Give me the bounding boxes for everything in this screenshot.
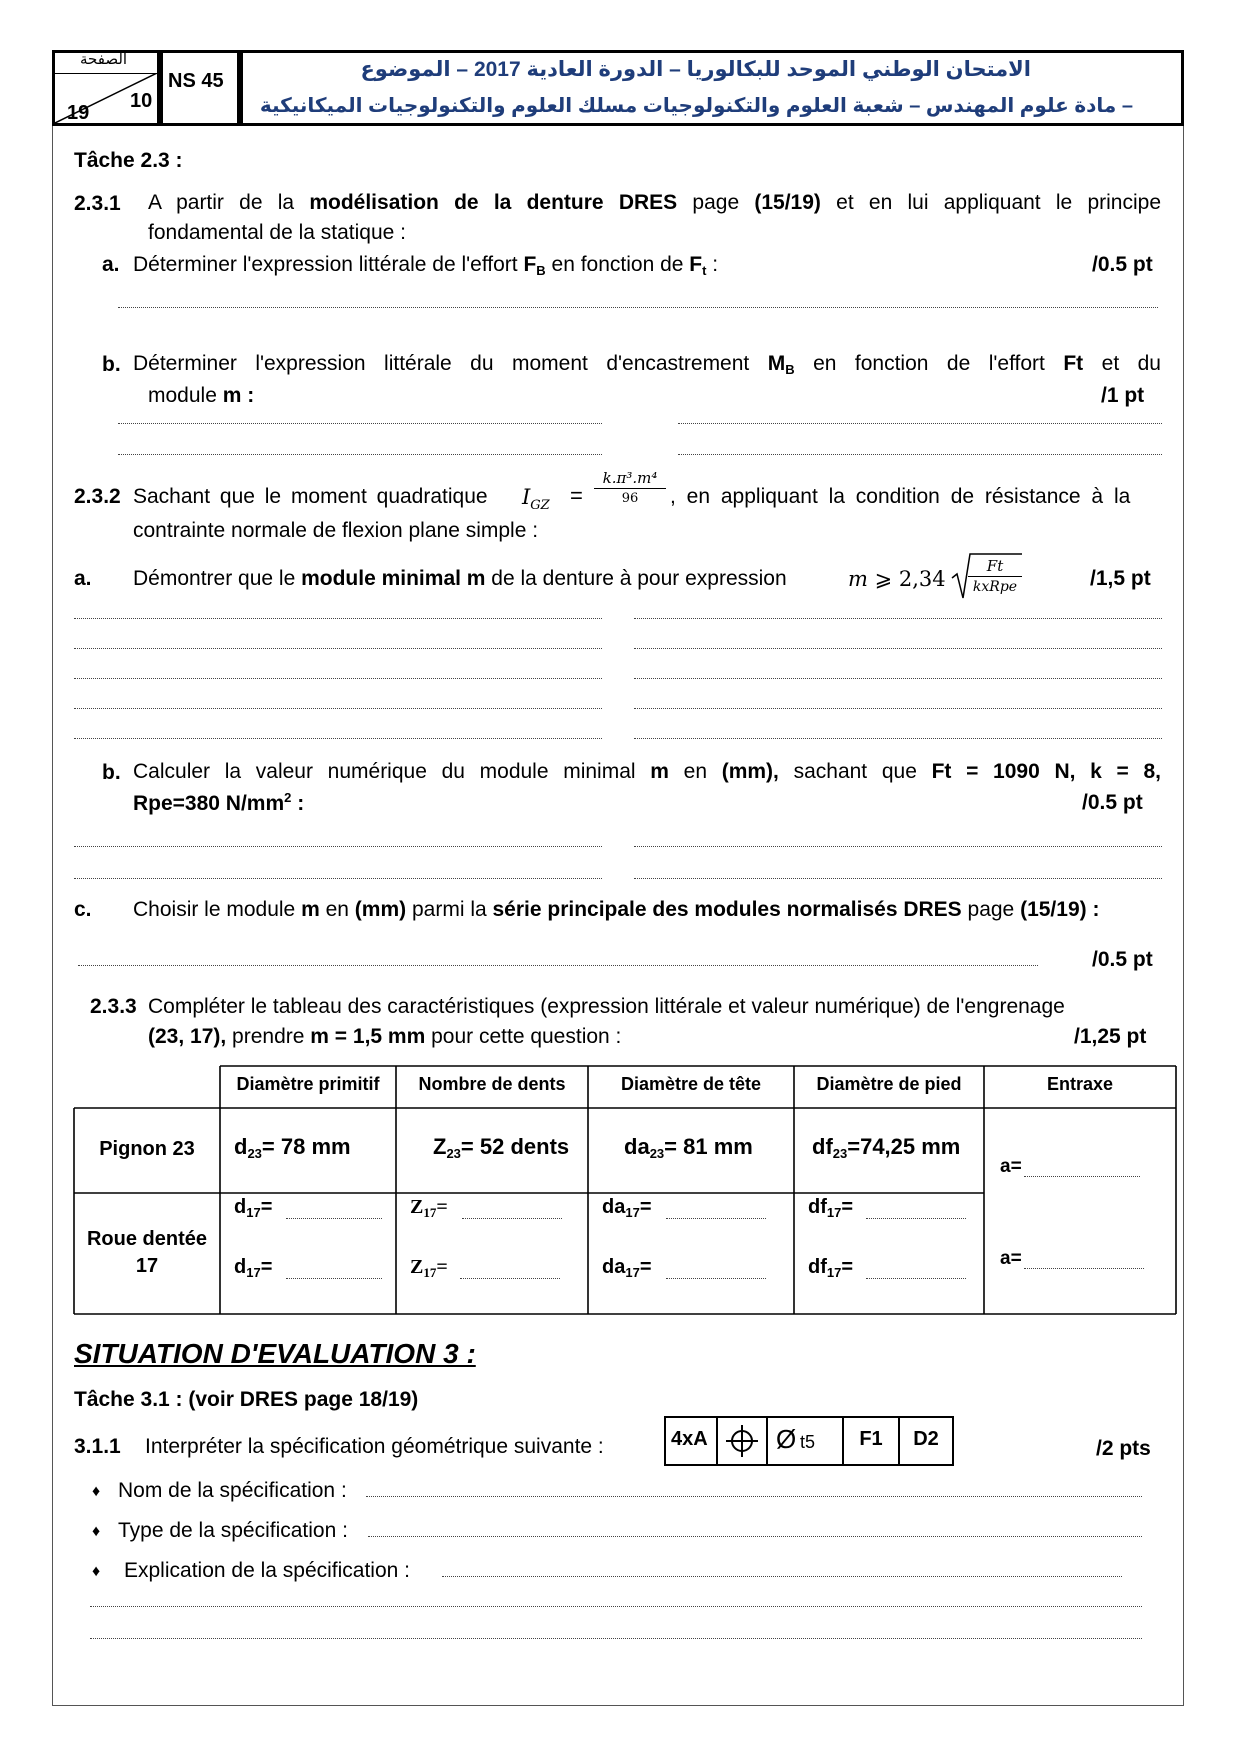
answer-line[interactable] [678,454,1162,455]
answer-line[interactable] [74,678,602,679]
answer-line[interactable] [286,1218,382,1219]
answer-line[interactable] [634,618,1162,619]
formula-fraction: k.π³.m⁴ 96 [594,468,666,509]
position-icon [718,1418,766,1464]
page-label: الصفحة [80,51,128,68]
answer-line[interactable] [118,423,602,424]
q231b-label: b. [102,353,121,376]
datum-secondary-cell: D2 [913,1428,939,1450]
datum-primary-cell: F1 [844,1418,900,1464]
answer-line[interactable] [460,1278,560,1279]
answer-line[interactable] [74,618,602,619]
center-distance-literal[interactable]: a= [1000,1156,1022,1177]
q232-text-line2: contrainte normale de flexion plane simple : [133,519,539,542]
answer-line[interactable] [74,708,602,709]
exam-title-line2: – مادة علوم المهندس – شعبة العلوم والتكنولوجيات مسلك العلوم والتكنولوجيات الميكانيكية [259,95,1133,117]
q233-text-line2: (23, 17), prendre m = 1,5 mm pour cette question : [148,1025,622,1048]
q232b-text: Calculer la valeur numérique du module minimal m en (mm), sachant que Ft = 1090 N, k = 8, [133,760,1161,783]
pinion-tooth-count: $Z_{23}= 52$ dents [433,1134,570,1161]
q233-text: Compléter le tableau des caractéristiques (expression littérale et valeur numérique) de l'engrenage [148,995,1065,1018]
task-2-3-title: Tâche 2.3 : [74,149,183,172]
q232c-text: Choisir le module m en (mm) parmi la série principale des modules normalisés DRES page (15/19) : [133,898,1100,921]
q233-number: 2.3.3 [90,995,137,1018]
answer-line[interactable] [666,1218,766,1219]
answer-line[interactable] [1024,1176,1140,1177]
q232a-points: /1,5 pt [1090,567,1151,590]
tolerance-count-cell: 4xA [666,1418,718,1464]
answer-line[interactable] [90,1606,1142,1607]
answer-line[interactable] [118,307,1158,308]
page-total: 19 [67,102,90,124]
page-current: 10 [130,90,153,112]
q232a-text: Démontrer que le module minimal m de la denture à pour expression [133,567,787,590]
q233-points: /1,25 pt [1074,1025,1147,1048]
exam-title-box [240,50,1184,126]
q231b-points: /1 pt [1101,384,1145,407]
wheel-pitch-diameter-value[interactable]: $d_{17}=$ [234,1256,273,1280]
answer-line[interactable] [74,648,602,649]
q232b-text-line2: Rpe=380 $N/mm^2$ : [133,790,305,815]
pinion-tip-diameter: $da_{23}= 81$ mm [624,1134,753,1161]
header-tooth-count: Nombre de dents [418,1074,566,1094]
bullet-icon: ♦ [92,1563,101,1580]
answer-line[interactable] [78,965,1038,966]
pinion-pitch-diameter: $d_{23}= 78$ mm [234,1134,351,1161]
exam-title-pre: الامتحان الوطني الموحد للبكالوريا – الدورة العادية [526,58,1031,81]
answer-line[interactable] [634,878,1162,879]
wheel-tooth-count-value[interactable]: $Z_{17}=$ [410,1256,448,1280]
q232c-label: c. [74,898,92,921]
pinion-root-diameter: $df_{23}=74,25$ mm [812,1134,961,1161]
task-3-1-title: Tâche 3.1 : (voir DRES page 18/19) [74,1388,419,1411]
answer-line[interactable] [74,738,602,739]
position-symbol-cell [718,1418,768,1464]
wheel-root-diameter-literal[interactable]: $df_{17}=$ [808,1196,854,1220]
q231a-label: a. [102,253,120,276]
row-label-wheel: Roue dentée 17 [86,1228,208,1277]
q231-text: A partir de la modélisation de la denture DRES page (15/19) et en lui appliquant le principe [148,191,1161,214]
exam-title-line1 [360,57,1031,82]
answer-line[interactable] [866,1218,966,1219]
spec-explanation-label: Explication de la spécification : [124,1559,410,1582]
exam-code: NS 45 [168,70,224,92]
wheel-pitch-diameter-literal[interactable]: $d_{17}=$ [234,1196,273,1220]
formula-m: m ⩾ 2,34 [848,567,946,591]
q231-number: 2.3.1 [74,192,121,215]
wheel-root-diameter-value[interactable]: $df_{17}=$ [808,1256,854,1280]
q232-text-end: , en appliquant la condition de résistance à la [670,485,1131,508]
bullet-icon: ♦ [92,1483,101,1500]
formula-equals: = [570,483,583,508]
answer-line[interactable] [634,738,1162,739]
answer-line[interactable] [866,1278,966,1279]
q231a-text: Déterminer l'expression littérale de l'effort $F_B$ en fonction de $F_t$ : [133,253,719,278]
answer-line[interactable] [366,1496,1142,1497]
wheel-tip-diameter-value[interactable]: $da_{17}=$ [602,1256,652,1280]
formula-I-gz: $I_{GZ}$ [522,485,550,514]
answer-line[interactable] [666,1278,766,1279]
q232-text-start: Sachant que le moment quadratique [133,485,488,508]
q232b-label: b. [102,761,121,784]
answer-line[interactable] [634,648,1162,649]
header-tip-diameter: Diamètre de tête [620,1074,762,1094]
q311-points: /2 pts [1096,1437,1151,1460]
tolerance-frame [664,1416,954,1466]
q311-number: 3.1.1 [74,1435,121,1458]
q232-number: 2.3.2 [74,485,121,508]
spec-name-label: Nom de la spécification : [118,1479,347,1502]
situation-3-title: SITUATION D'EVALUATION 3 : [74,1338,476,1369]
wheel-tip-diameter-literal[interactable]: $da_{17}=$ [602,1196,652,1220]
wheel-tooth-count-literal[interactable]: $Z_{17}=$ [410,1196,448,1220]
answer-line[interactable] [634,708,1162,709]
answer-line[interactable] [1024,1268,1144,1269]
q231a-points: /0.5 pt [1092,253,1153,276]
exam-year: 2017 [473,58,521,81]
answer-line[interactable] [634,846,1162,847]
tolerance-value-cell: Ø t5 [768,1418,844,1464]
bullet-icon: ♦ [92,1523,101,1540]
answer-line[interactable] [118,454,602,455]
q231-text-line2: fondamental de la statique : [148,221,407,244]
answer-line[interactable] [74,878,602,879]
exam-title-post: – الموضوع [360,58,469,81]
q311-text: Interpréter la spécification géométrique suivante : [145,1435,604,1458]
q231b-text-line2: module m : [148,384,255,407]
formula-sqrt-fraction: Ft kxRpe [968,556,1022,597]
spec-type-label: Type de la spécification : [118,1519,348,1542]
answer-line[interactable] [462,1218,562,1219]
row-label-pinion: Pignon 23 [99,1138,195,1160]
answer-line[interactable] [678,423,1162,424]
header-root-diameter: Diamètre de pied [816,1074,962,1094]
answer-line[interactable] [634,678,1162,679]
q232c-points: /0.5 pt [1092,948,1153,971]
page-number-box [52,50,160,126]
answer-line[interactable] [90,1638,1142,1639]
q232b-points: /0.5 pt [1082,791,1143,814]
header-pitch-diameter: Diamètre primitif [236,1074,380,1094]
center-distance-value[interactable]: a= [1000,1248,1022,1269]
q232a-label: a. [74,567,92,590]
answer-line[interactable] [74,846,602,847]
header-center-distance: Entraxe [1046,1074,1114,1094]
answer-line[interactable] [442,1576,1122,1577]
answer-line[interactable] [368,1536,1142,1537]
answer-line[interactable] [286,1278,382,1279]
exam-code-box [160,50,240,126]
q231b-text: Déterminer l'expression littérale du moment d'encastrement $M_B$ en fonction de l'effort Ft et du [133,352,1161,377]
diameter-icon: Ø [776,1424,797,1454]
